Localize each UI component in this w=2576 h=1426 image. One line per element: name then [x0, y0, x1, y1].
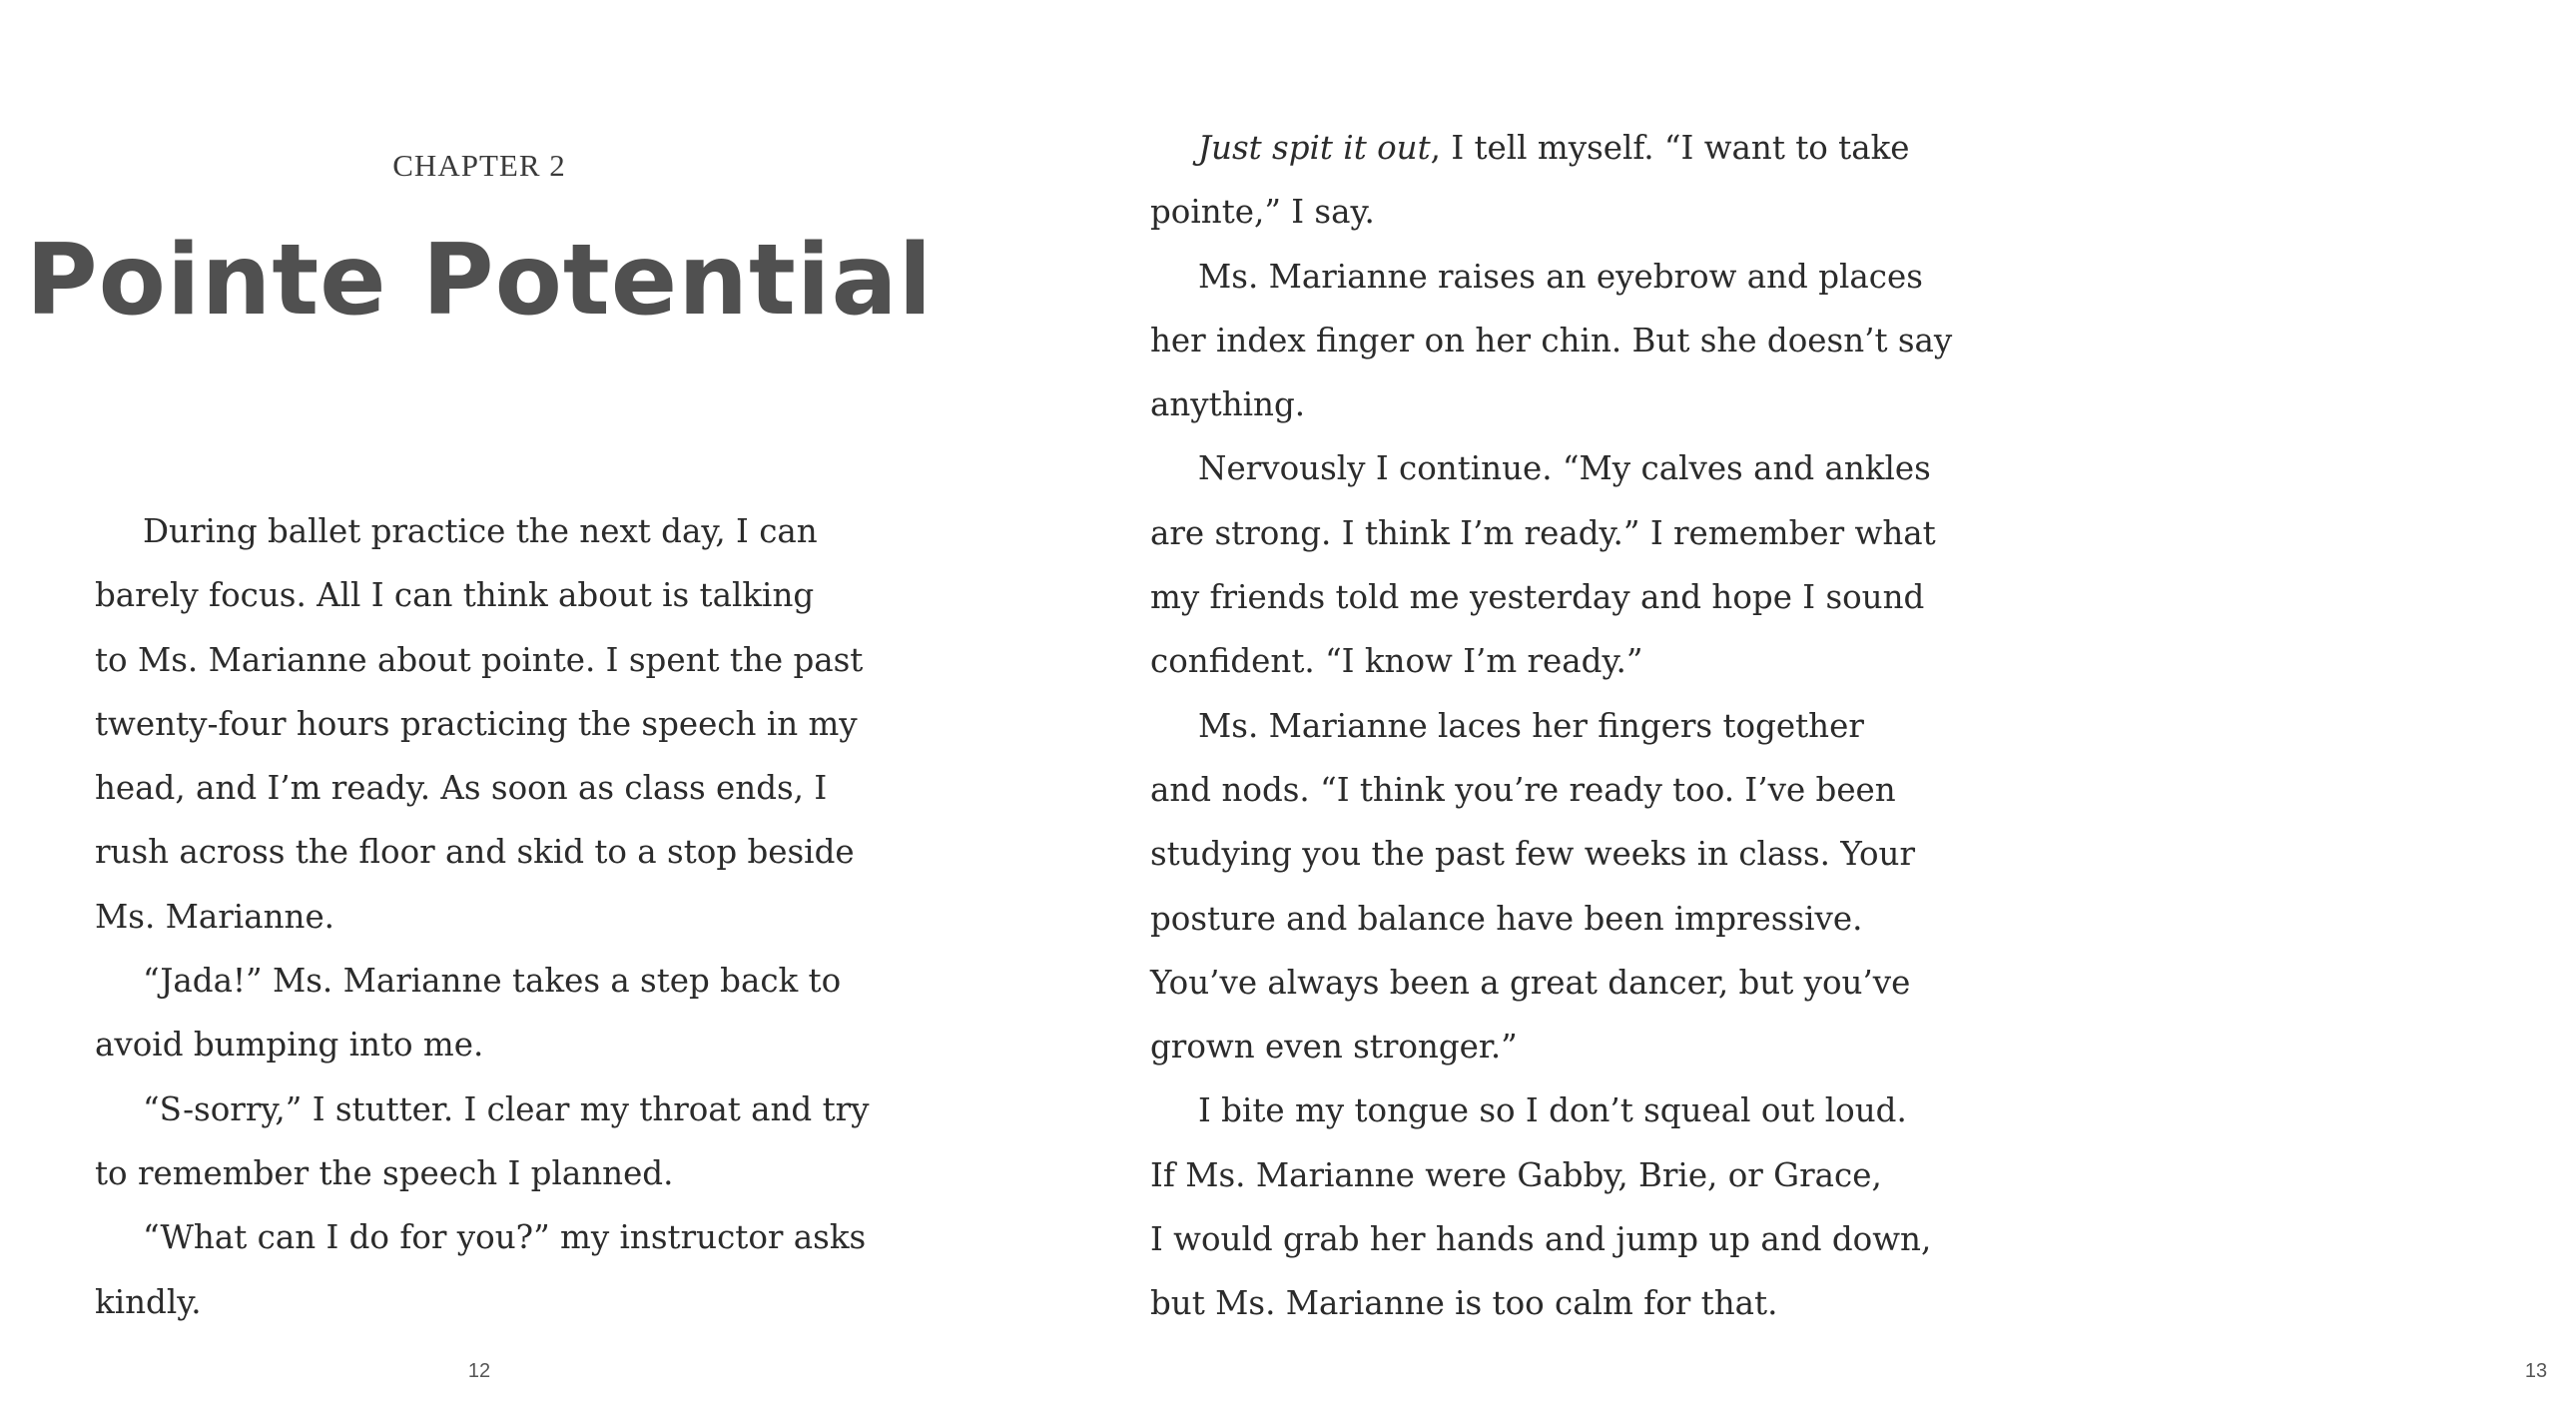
text-line: head, and I’m ready. As soon as class ends, I [95, 769, 828, 808]
left-page [0, 0, 998, 1426]
text-line: and nods. “I think you’re ready too. I’ve been [1150, 770, 1896, 809]
text-line: Ms. Marianne laces her fingers together [1198, 706, 1864, 745]
text-line: barely focus. All I can think about is talking [95, 576, 815, 615]
text-line: Ms. Marianne. [95, 897, 335, 936]
text-line: I would grab her hands and jump up and down, [1150, 1220, 1932, 1259]
right-page [998, 0, 2548, 1426]
text-line: anything. [1150, 385, 1306, 424]
text-line: You’ve always been a great dancer, but you’ve [1150, 963, 1911, 1002]
chapter-label: CHAPTER 2 [392, 148, 566, 183]
text-line: but Ms. Marianne is too calm for that. [1150, 1284, 1778, 1323]
text-line: twenty-four hours practicing the speech in my [95, 704, 858, 743]
text-line: “Jada!” Ms. Marianne takes a step back to [143, 962, 842, 1001]
text-fragment: , I tell myself. “I want to take [1430, 129, 1910, 167]
text-line: pointe,” I say. [1150, 193, 1375, 232]
text-line: posture and balance have been impressive. [1150, 899, 1863, 938]
right-page-body [1150, 116, 1969, 1336]
chapter-title: Pointe Potential [25, 224, 934, 338]
text-line: During ballet practice the next day, I can [143, 512, 818, 550]
text-line: studying you the past few weeks in class. Your [1150, 835, 1916, 874]
text-line: Ms. Marianne raises an eyebrow and places [1198, 257, 1923, 296]
text-line: are strong. I think I’m ready.” I remember what [1150, 513, 1936, 552]
text-line: kindly. [95, 1282, 202, 1321]
text-line: to Ms. Marianne about pointe. I spent the past [95, 640, 864, 679]
page-number-right: 13 [2524, 1360, 2548, 1382]
text-line: her index finger on her chin. But she doesn’t say [1150, 321, 1953, 359]
page-number-left: 12 [467, 1360, 491, 1382]
italic-phrase: Just spit it out [1198, 129, 1431, 167]
text-line [1150, 116, 1969, 180]
text-line: I bite my tongue so I don’t squeal out loud. [1198, 1091, 1907, 1130]
left-page-body [95, 499, 954, 1334]
text-line: confident. “I know I’m ready.” [1150, 642, 1643, 681]
text-line: Nervously I continue. “My calves and ankles [1198, 449, 1931, 488]
text-line: avoid bumping into me. [95, 1026, 484, 1065]
text-line: my friends told me yesterday and hope I sound [1150, 578, 1925, 617]
text-line: “S-sorry,” I stutter. I clear my throat and try [143, 1089, 870, 1128]
text-line: “What can I do for you?” my instructor asks [143, 1218, 867, 1257]
text-line: to remember the speech I planned. [95, 1153, 674, 1192]
text-line: grown even stronger.” [1150, 1028, 1518, 1067]
text-line: If Ms. Marianne were Gabby, Brie, or Grace, [1150, 1155, 1882, 1194]
text-line: rush across the floor and skid to a stop beside [95, 833, 855, 872]
